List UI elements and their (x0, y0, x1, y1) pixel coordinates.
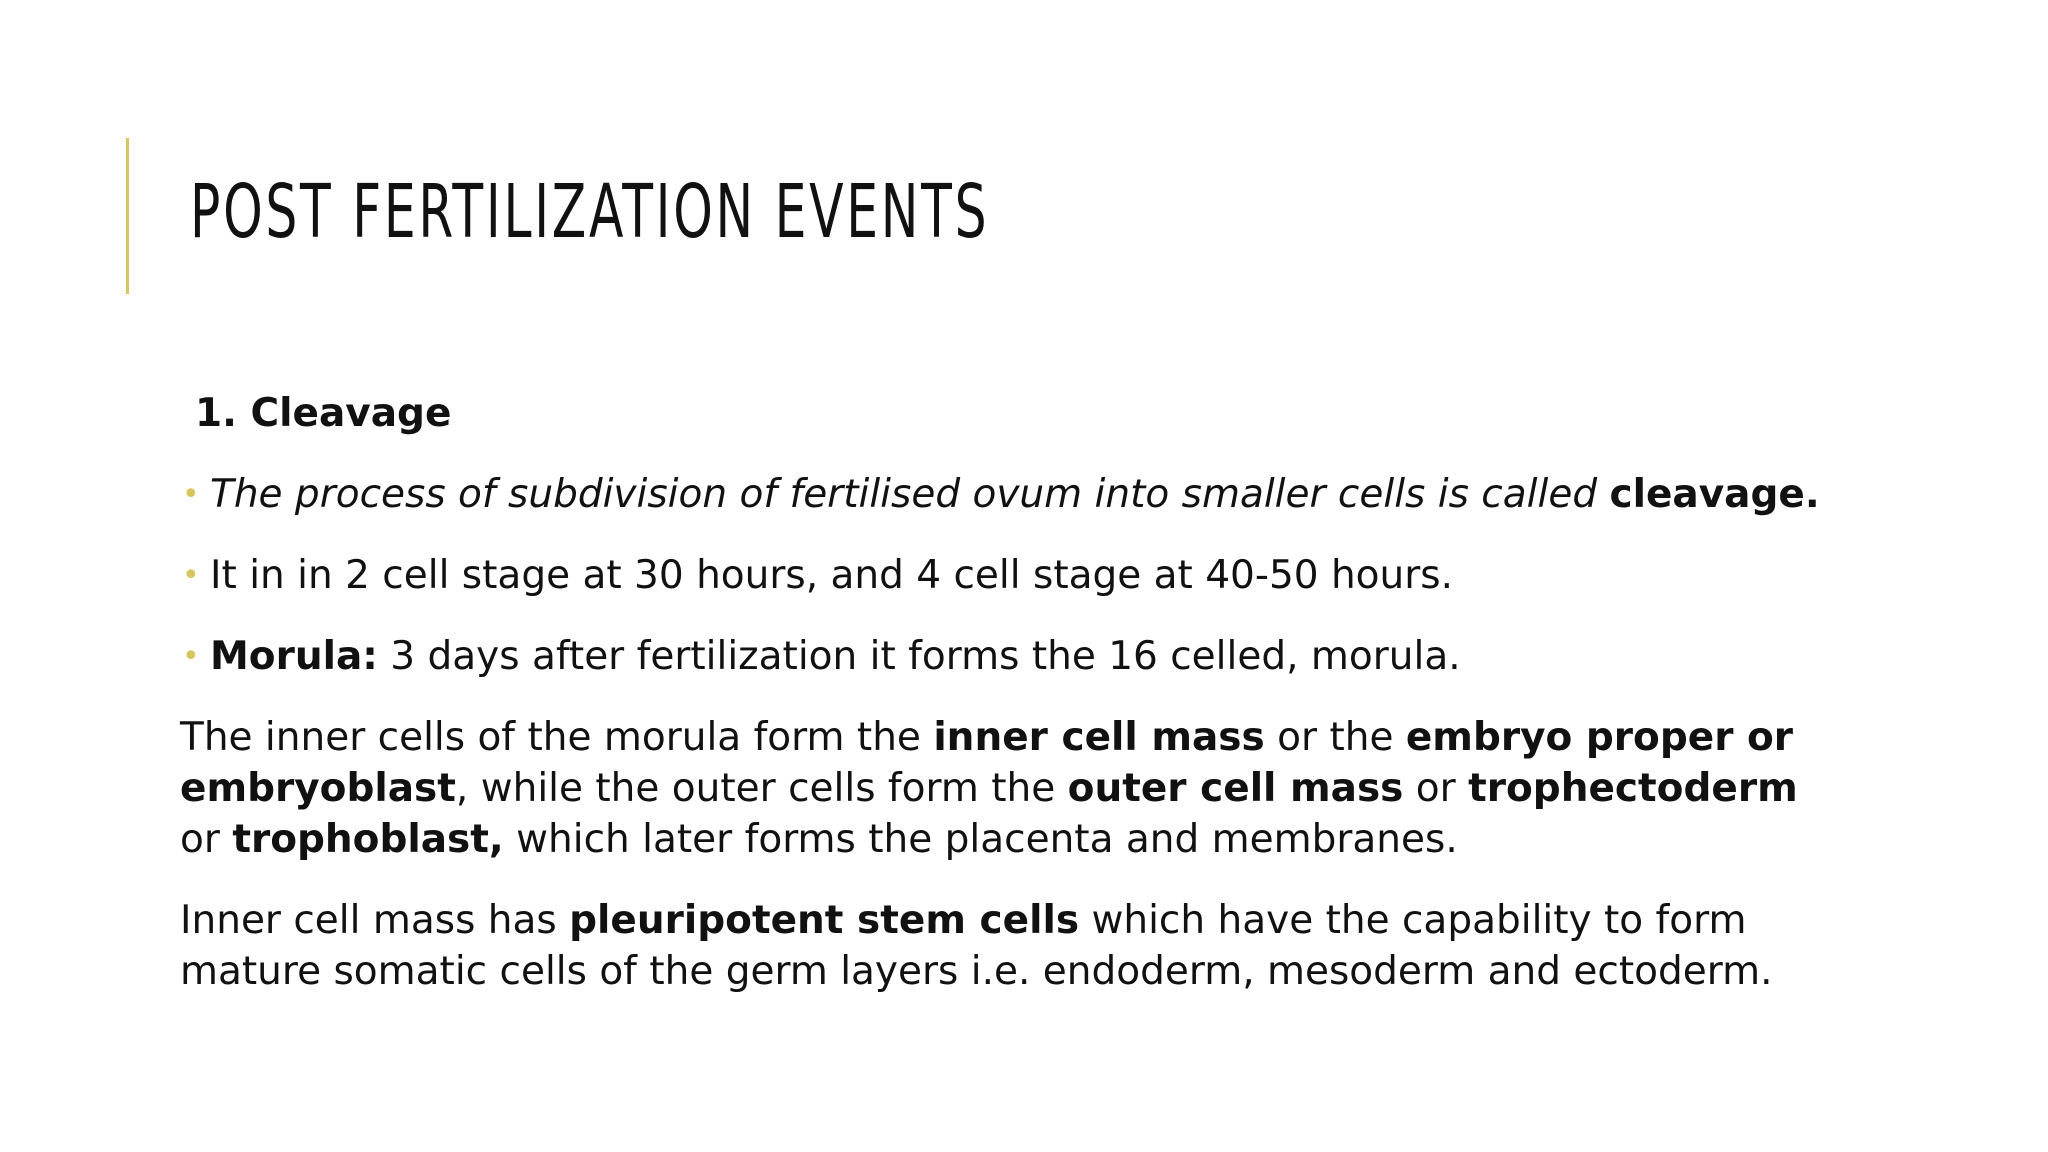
para-bold-term: embryo proper or embryoblast (180, 715, 1794, 811)
bullet-item (180, 469, 1820, 520)
para-text: Inner cell mass has (180, 898, 557, 943)
para-bold-term: trophoblast, (232, 817, 504, 862)
bullet-dot-icon: • (182, 639, 200, 674)
para-bold-term: trophectoderm (1468, 766, 1798, 811)
bullet-text: It in in 2 cell stage at 30 hours, and 4 cell stage at 40-50 hours. (210, 553, 1454, 598)
inner-cell-mass-paragraph (180, 712, 1820, 865)
para-text: which later forms the placenta and membranes. (516, 817, 1458, 862)
bullet-dot-icon: • (182, 477, 200, 512)
para-text: The inner cells of the morula form the (180, 715, 921, 760)
bullet-dot-icon: • (182, 558, 200, 593)
para-bold-term: inner cell mass (933, 715, 1265, 760)
para-text: or the (1277, 715, 1394, 760)
title-accent-bar (126, 138, 129, 294)
para-bold-term: outer cell mass (1067, 766, 1404, 811)
slide-title: POST FERTILIZATION EVENTS (190, 169, 990, 255)
stem-cells-paragraph (180, 895, 1820, 997)
bullet-item (180, 550, 1820, 601)
bullet-bold-label: Morula: (210, 634, 378, 679)
section-heading: 1. Cleavage (195, 391, 452, 436)
para-text: which have the capability to form mature somatic cells of the germ layers i.e. endoderm, mesoderm and ectoderm. (180, 898, 1773, 994)
para-bold-term: pleuripotent stem cells (569, 898, 1080, 943)
bullet-item (180, 631, 1820, 682)
para-text: or (180, 817, 220, 862)
bullet-bold-term: cleavage. (1609, 472, 1820, 517)
para-text: , while the outer cells form the (455, 766, 1056, 811)
slide-body (180, 388, 1820, 1027)
bullet-text: 3 days after fertilization it forms the 16 celled, morula. (390, 634, 1461, 679)
para-text: or (1415, 766, 1456, 811)
bullet-italic-text: The process of subdivision of fertilised ovum into smaller cells is called (210, 472, 1598, 517)
